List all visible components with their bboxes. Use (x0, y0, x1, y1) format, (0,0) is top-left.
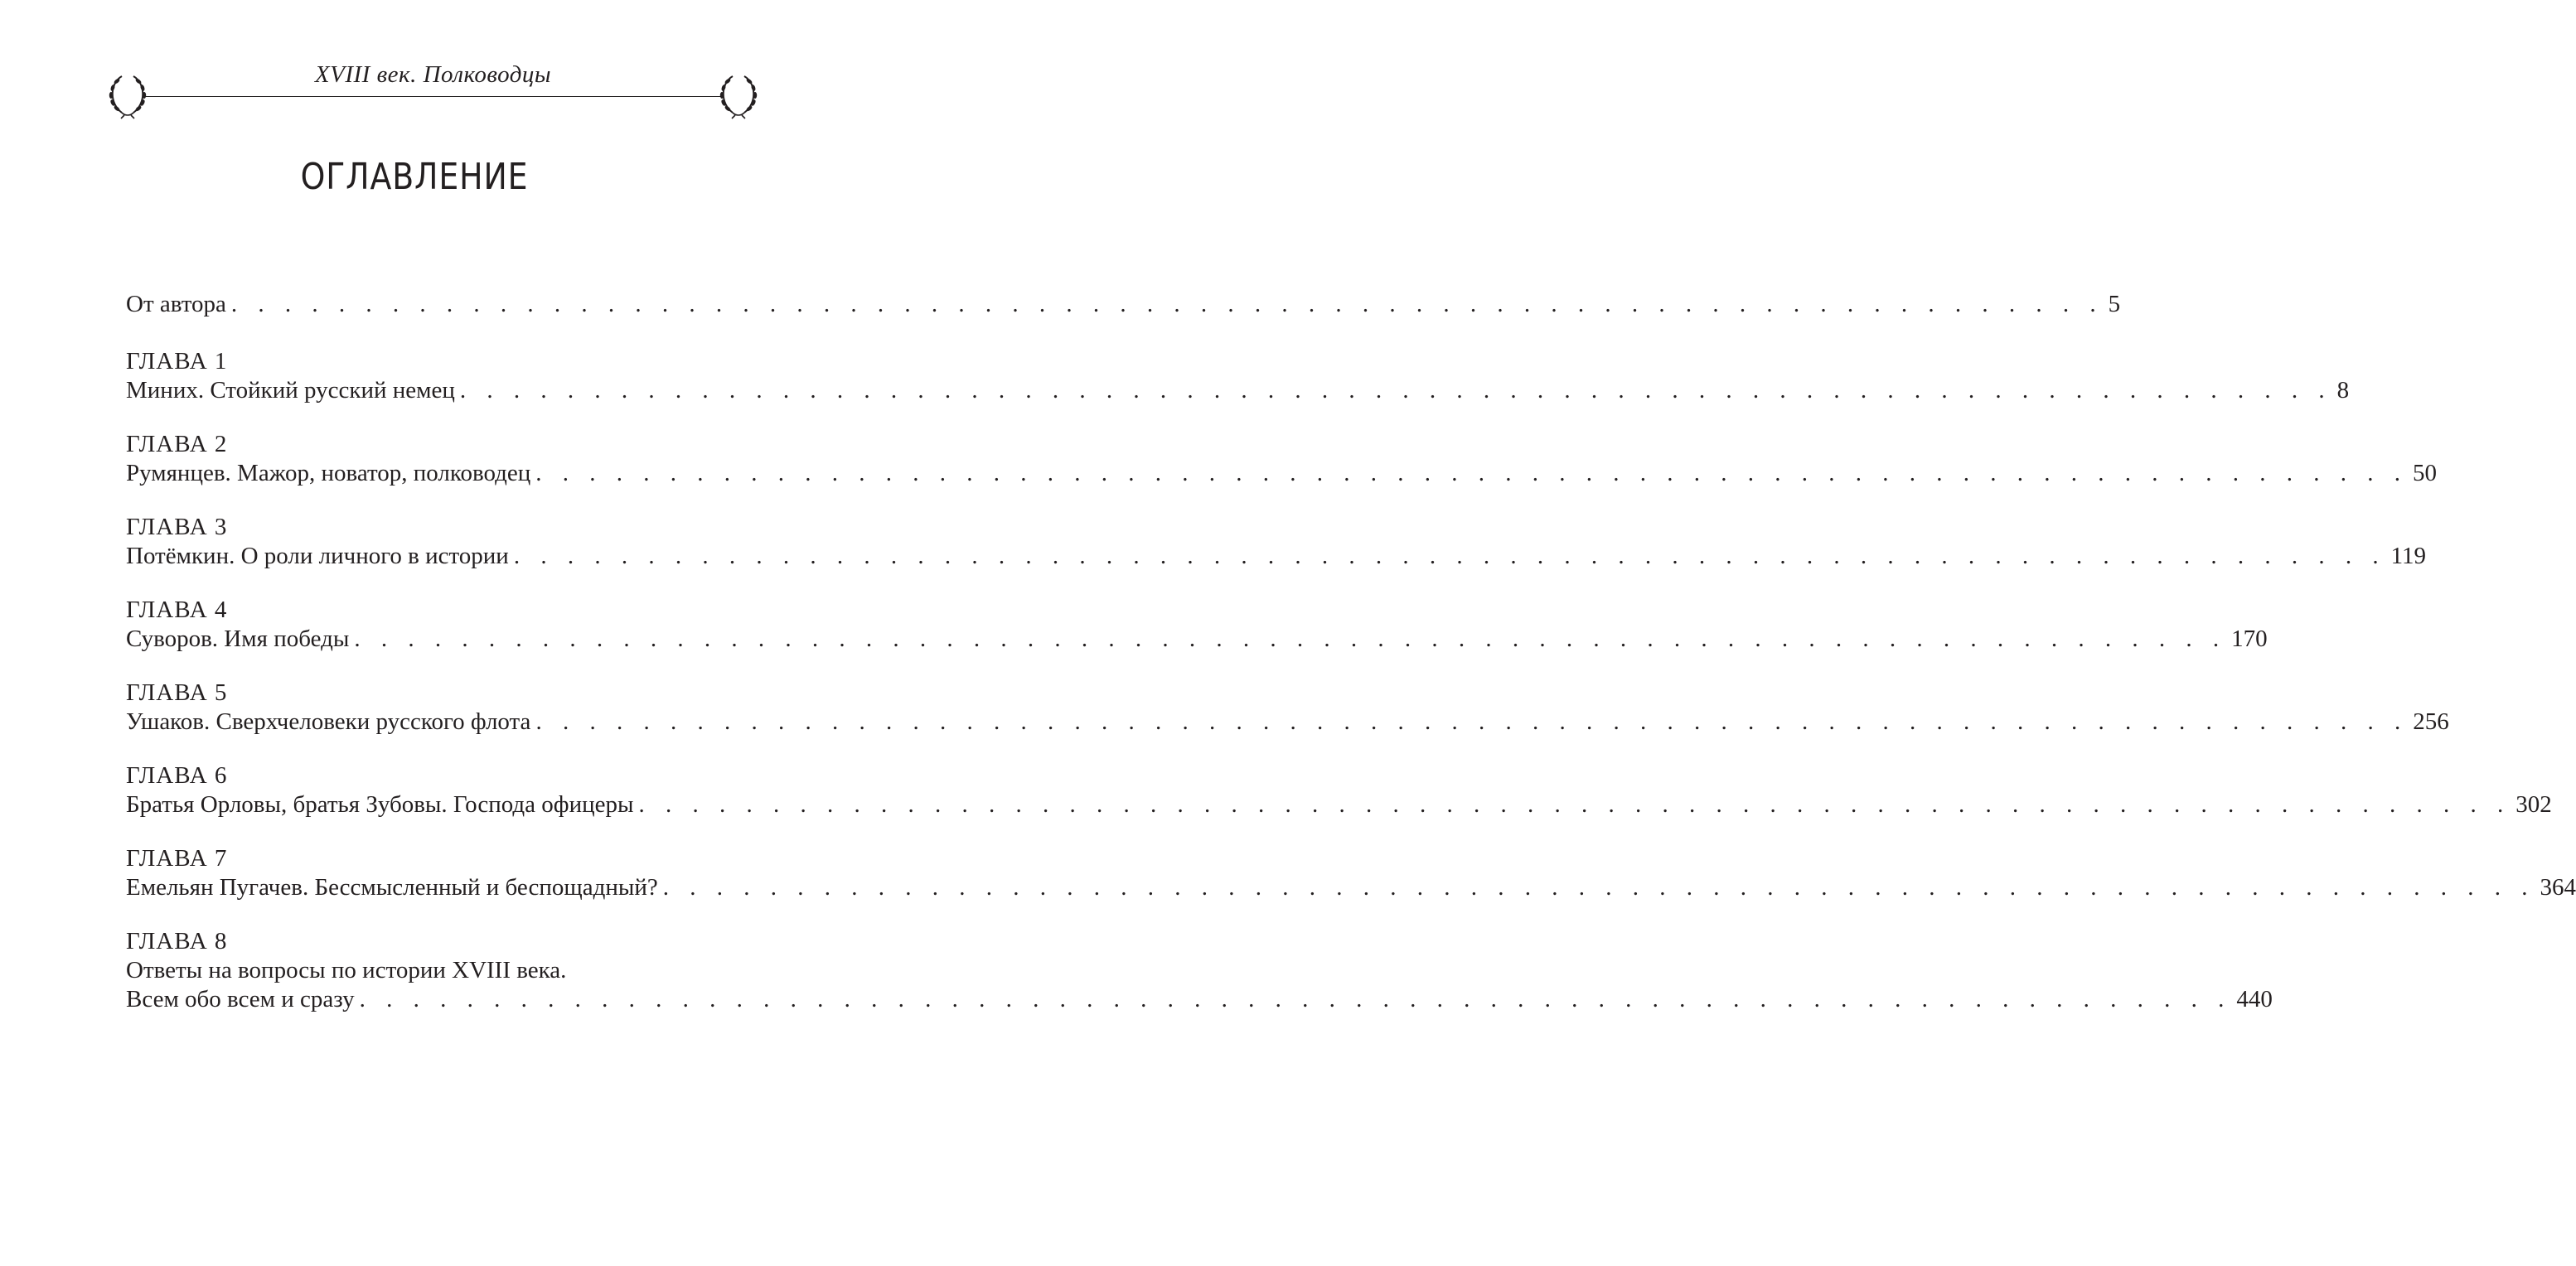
toc-page-number: 170 (2231, 626, 2268, 652)
toc-entry-intro (126, 290, 2121, 319)
toc-entry-title: Суворов. Имя победы (126, 626, 350, 652)
chapter-label: ГЛАВА 3 (126, 514, 228, 540)
dot-leader: . . . . . . . . . . . . . . . . . . . . . . . . . . . . . . . . . . . . . . . . . . . . . . . . . . . . . . . . . . . . . . . . . . . . . . (638, 791, 2511, 818)
toc-page-number: 302 (2515, 791, 2552, 818)
toc-line (126, 985, 2273, 1014)
toc-page-number: 256 (2413, 708, 2449, 735)
dot-leader: . . . . . . . . . . . . . . . . . . . . . . . . . . . . . . . . . . . . . . . . . . . . . . . . . . . . . . . . . . . . . . . . . . . . . . (354, 626, 2227, 652)
toc-entry-chapter-6 (126, 761, 2552, 819)
toc-entry-chapter-7 (126, 844, 2576, 902)
toc-line (126, 873, 2576, 902)
toc-line (126, 542, 2427, 571)
toc-page-number: 5 (2108, 291, 2121, 317)
header-rule (145, 96, 721, 97)
table-of-contents (126, 290, 2576, 1039)
toc-page-number: 119 (2390, 543, 2427, 569)
toc-line (126, 376, 2350, 405)
chapter-label: ГЛАВА 8 (126, 928, 228, 954)
chapter-label: ГЛАВА 7 (126, 845, 228, 872)
chapter-label: ГЛАВА 2 (126, 431, 228, 457)
toc-entry-chapter-8 (126, 927, 2273, 1014)
toc-line (126, 790, 2552, 819)
toc-page-number: 364 (2540, 874, 2576, 901)
toc-entry-title-line-1: Ответы на вопросы по истории XVIII века. (126, 957, 567, 983)
dot-leader: . . . . . . . . . . . . . . . . . . . . . . . . . . . . . . . . . . . . . . . . . . . . . . . . . . . . . . . . . . . . . . . . . . . . . . (535, 708, 2409, 735)
toc-line (126, 625, 2268, 654)
dot-leader: . . . . . . . . . . . . . . . . . . . . . . . . . . . . . . . . . . . . . . . . . . . . . . . . . . . . . . . . . . . . . . . . . . . . . . (230, 291, 2104, 317)
chapter-label: ГЛАВА 4 (126, 597, 228, 623)
toc-entry-title: Миних. Стойкий русский немец (126, 377, 455, 403)
page-title: ОГЛАВЛЕНИЕ (300, 156, 529, 198)
chapter-label: ГЛАВА 6 (126, 762, 228, 789)
toc-page-number: 8 (2336, 377, 2350, 403)
dot-leader: . . . . . . . . . . . . . . . . . . . . . . . . . . . . . . . . . . . . . . . . . . . . . . . . . . . . . . . . . . . . . . . . . . . . . . (662, 874, 2535, 901)
toc-entry-chapter-3 (126, 513, 2427, 571)
toc-entry-chapter-1 (126, 347, 2350, 405)
toc-page-number: 50 (2413, 460, 2438, 486)
toc-line (126, 290, 2121, 319)
dot-leader: . . . . . . . . . . . . . . . . . . . . . . . . . . . . . . . . . . . . . . . . . . . . . . . . . . . . . . . . . . . . . . . . . . . . . . (359, 986, 2232, 1012)
toc-entry-title: Ушаков. Сверхчеловеки русского флота (126, 708, 531, 735)
toc-page-number: 440 (2236, 986, 2273, 1012)
dot-leader: . . . . . . . . . . . . . . . . . . . . . . . . . . . . . . . . . . . . . . . . . . . . . . . . . . . . . . . . . . . . . . . . . . . . . . (459, 377, 2332, 403)
toc-entry-chapter-5 (126, 679, 2449, 737)
toc-line (126, 708, 2449, 737)
chapter-label: ГЛАВА 1 (126, 348, 228, 374)
toc-line (126, 459, 2438, 488)
toc-entry-title: Братья Орловы, братья Зубовы. Господа офицеры (126, 791, 634, 818)
toc-entry-title: Потёмкин. О роли личного в истории (126, 543, 509, 569)
running-title: XVIII век. Полководцы (314, 61, 552, 88)
toc-entry-title: От автора (126, 291, 226, 317)
toc-entry-title: Емельян Пугачев. Бессмысленный и беспощадный? (126, 874, 658, 901)
chapter-label: ГЛАВА 5 (126, 679, 228, 706)
toc-entry-chapter-4 (126, 596, 2268, 654)
toc-entry-chapter-2 (126, 430, 2438, 488)
dot-leader: . . . . . . . . . . . . . . . . . . . . . . . . . . . . . . . . . . . . . . . . . . . . . . . . . . . . . . . . . . . . . . . . . . . . . . (513, 543, 2386, 569)
toc-entry-title: Румянцев. Мажор, новатор, полководец (126, 460, 531, 486)
dot-leader: . . . . . . . . . . . . . . . . . . . . . . . . . . . . . . . . . . . . . . . . . . . . . . . . . . . . . . . . . . . . . . . . . . . . . . (535, 460, 2409, 486)
running-header (104, 58, 763, 124)
laurel-wreath-icon (714, 70, 763, 119)
toc-entry-title: Всем обо всем и сразу (126, 986, 355, 1012)
